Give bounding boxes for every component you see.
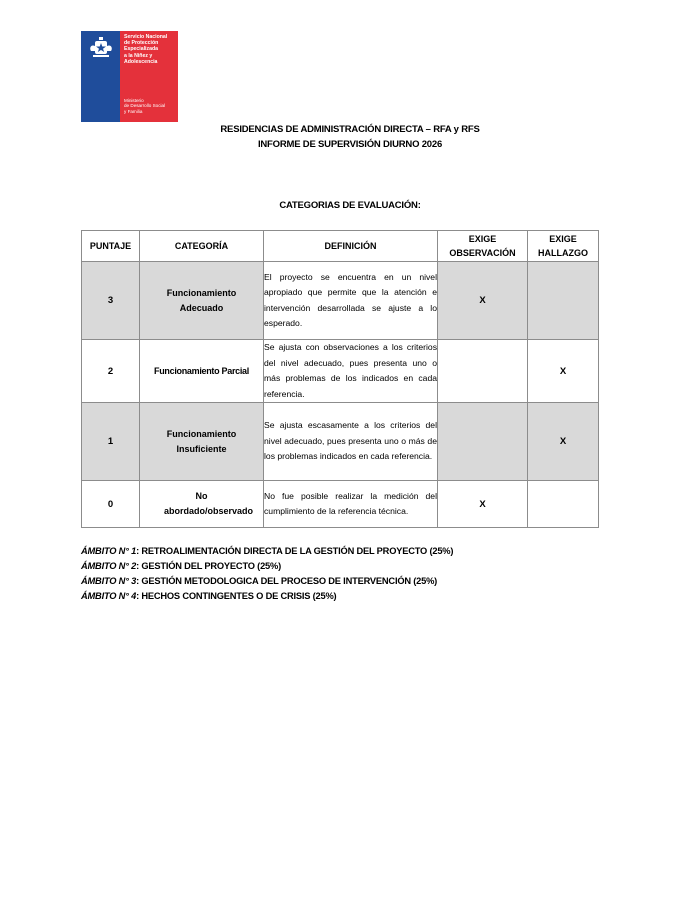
- observation-mark: X: [438, 481, 528, 528]
- logo-line: Adolescencia: [124, 58, 158, 65]
- document-subtitle: INFORME DE SUPERVISIÓN DIURNO 2026: [257, 139, 443, 150]
- logo-sub-line: de Desarrollo Social: [124, 103, 166, 109]
- category-cell: Funcionamiento Parcial: [140, 340, 264, 403]
- category-cell: Funcionamiento Adecuado: [140, 262, 264, 340]
- logo-sub-line: Ministerio: [124, 98, 144, 103]
- ambito-item: [81, 574, 453, 589]
- section-title: CATEGORIAS DE EVALUACIÓN:: [279, 200, 421, 211]
- table-header-row: [82, 231, 599, 262]
- ambito-label: ÁMBITO N° 3: [81, 576, 137, 586]
- column-header: EXIGE OBSERVACIÓN: [438, 231, 528, 262]
- definition-cell: Se ajusta escasamente a los criterios del nivel adecuado, pues presenta uno o más de los problemas indicados en cada referencia.: [264, 403, 438, 481]
- table-row: [82, 340, 599, 403]
- ambito-text: : GESTIÓN DEL PROYECTO (25%): [136, 561, 281, 571]
- document-title: RESIDENCIAS DE ADMINISTRACIÓN DIRECTA – RFA y RFS: [220, 124, 480, 135]
- ambito-item: [81, 559, 453, 574]
- finding-mark: [528, 481, 599, 528]
- ambito-text: : GESTIÓN METODOLOGICA DEL PROCESO DE INTERVENCIÓN (25%): [136, 576, 438, 586]
- ambito-text: : RETROALIMENTACIÓN DIRECTA DE LA GESTIÓN DEL PROYECTO (25%): [136, 546, 454, 556]
- observation-mark: X: [438, 262, 528, 340]
- finding-mark: X: [528, 403, 599, 481]
- logo-line: Servicio Nacional: [124, 34, 168, 40]
- column-header: PUNTAJE: [82, 231, 140, 262]
- column-header: CATEGORÍA: [140, 231, 264, 262]
- finding-mark: X: [528, 340, 599, 403]
- institution-logo: [81, 31, 178, 122]
- ambito-item: [81, 589, 453, 604]
- definition-cell: Se ajusta con observaciones a los criterios del nivel adecuado, pues presenta uno o más problemas de los indicados en cada referencia.: [264, 340, 438, 403]
- evaluation-categories-table: [81, 230, 599, 528]
- observation-mark: [438, 340, 528, 403]
- coat-of-arms-icon: [86, 37, 116, 59]
- ambito-label: ÁMBITO N° 1: [81, 546, 137, 556]
- ambito-label: ÁMBITO N° 4: [81, 591, 137, 601]
- column-header: EXIGE HALLAZGO: [528, 231, 599, 262]
- logo-line: Especializada: [124, 46, 159, 53]
- ambito-text: : HECHOS CONTINGENTES O DE CRISIS (25%): [136, 591, 337, 601]
- finding-mark: [528, 262, 599, 340]
- logo-line: de Protección: [124, 40, 159, 47]
- score-cell: 3: [82, 262, 140, 340]
- column-header: DEFINICIÓN: [264, 231, 438, 262]
- logo-sub-line: y Familia: [124, 108, 143, 114]
- table-row: [82, 481, 599, 528]
- logo-emblem-panel: [81, 31, 120, 122]
- score-cell: 2: [82, 340, 140, 403]
- logo-line: a la Niñez y: [124, 52, 153, 59]
- ambito-item: [81, 544, 453, 559]
- logo-text-panel: [120, 31, 178, 122]
- ambitos-list: [81, 544, 453, 604]
- category-cell: Funcionamiento Insuficiente: [140, 403, 264, 481]
- definition-cell: No fue posible realizar la medición del cumplimiento de la referencia técnica.: [264, 481, 438, 528]
- ambito-label: ÁMBITO N° 2: [81, 561, 137, 571]
- definition-cell: El proyecto se encuentra en un nivel apropiado que permite que la atención e intervención desarrollada se ajuste a lo esperado.: [264, 262, 438, 340]
- table-row: [82, 262, 599, 340]
- score-cell: 1: [82, 403, 140, 481]
- observation-mark: [438, 403, 528, 481]
- category-cell: No abordado/observado: [140, 481, 264, 528]
- table-row: [82, 403, 599, 481]
- logo-ministry: [124, 98, 165, 114]
- score-cell: 0: [82, 481, 140, 528]
